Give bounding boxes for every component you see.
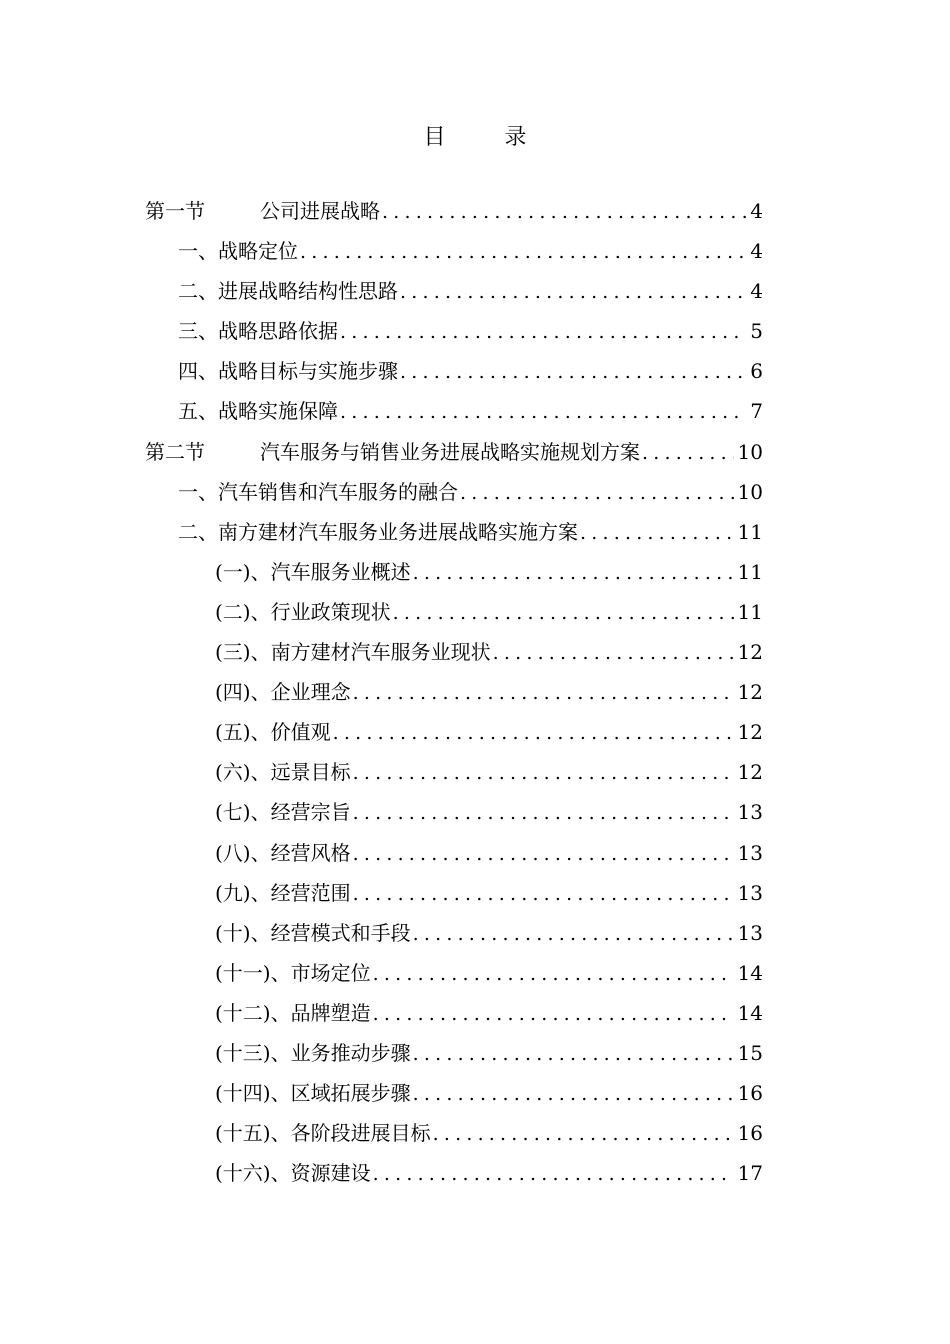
toc-entry-number: (七)、: [215, 800, 271, 825]
toc-leader-dots: [411, 1074, 734, 1114]
toc-entry-page: 13: [737, 840, 763, 865]
toc-leader-dots: [351, 753, 734, 793]
toc-entry-number: (十四)、: [215, 1081, 291, 1106]
toc-entry-page: 4: [750, 279, 763, 304]
toc-leader-dots: [371, 994, 734, 1034]
toc-entry[interactable]: [145, 592, 763, 632]
toc-entry-title: 品牌塑造: [290, 1000, 371, 1025]
toc-entry-number: 第一节: [145, 199, 205, 223]
toc-entry[interactable]: [145, 1153, 763, 1193]
toc-leader-dots: [411, 1034, 734, 1074]
toc-entry-page: 15: [737, 1040, 763, 1065]
toc-entry-page: 12: [737, 720, 763, 745]
toc-title: 目 录: [423, 125, 553, 150]
toc-entry-page: 7: [750, 399, 763, 424]
toc-entry-title: 战略实施保障: [218, 399, 338, 424]
toc-entry-page: 13: [737, 880, 763, 905]
toc-entry[interactable]: [145, 1073, 763, 1113]
toc-entry-number: (十一)、: [215, 960, 291, 985]
toc-entry[interactable]: [145, 472, 763, 512]
toc-entry-title: 各阶段进展目标: [290, 1121, 431, 1146]
toc-entry-page: 4: [750, 199, 763, 223]
toc-leader-dots: [351, 834, 734, 874]
toc-entry-number: 三、: [178, 319, 218, 344]
toc-entry[interactable]: [145, 993, 763, 1033]
toc-entry-title: 资源建设: [290, 1161, 371, 1186]
toc-entry[interactable]: [145, 351, 763, 391]
toc-entry[interactable]: [145, 1113, 763, 1153]
toc-entry-number: (二)、: [215, 599, 271, 624]
toc-leader-dots: [458, 473, 734, 513]
toc-entry[interactable]: [145, 191, 763, 231]
toc-entry-number: 四、: [178, 359, 218, 384]
toc-entry-title: 汽车服务业概述: [270, 559, 411, 584]
toc-entry-page: 11: [737, 519, 763, 544]
toc-leader-dots: [640, 433, 734, 473]
toc-entry[interactable]: [145, 432, 763, 472]
toc-leader-dots: [371, 954, 734, 994]
toc-entry-title: 战略定位: [218, 239, 298, 264]
toc-entry[interactable]: [145, 913, 763, 953]
toc-list: [145, 191, 763, 1193]
toc-entry-title: 战略思路依据: [218, 319, 338, 344]
toc-entry-page: 10: [737, 439, 763, 464]
toc-entry-title: 市场定位: [290, 960, 371, 985]
toc-entry-page: 11: [737, 599, 763, 624]
toc-entry[interactable]: [145, 672, 763, 712]
toc-entry[interactable]: [145, 391, 763, 431]
toc-entry-page: 13: [737, 800, 763, 825]
toc-entry-title: 业务推动步骤: [290, 1040, 411, 1065]
toc-entry-number: 一、: [178, 239, 218, 264]
toc-leader-dots: [298, 232, 746, 272]
toc-leader-dots: [351, 793, 734, 833]
toc-leader-dots: [431, 1114, 734, 1154]
toc-entry-page: 5: [750, 319, 763, 344]
toc-entry-title: 区域拓展步骤: [290, 1081, 411, 1106]
toc-entry-title: 经营模式和手段: [270, 920, 411, 945]
toc-entry-number: (一)、: [215, 559, 271, 584]
toc-entry[interactable]: [145, 552, 763, 592]
toc-entry-title: 价值观: [270, 720, 331, 745]
toc-entry[interactable]: [145, 632, 763, 672]
toc-leader-dots: [578, 513, 734, 553]
toc-entry-title: 南方建材汽车服务业务进展战略实施方案: [218, 519, 578, 544]
toc-entry-page: 11: [737, 559, 763, 584]
toc-entry-page: 16: [737, 1081, 763, 1106]
toc-entry-number: (十二)、: [215, 1000, 291, 1025]
toc-entry-title: 经营风格: [270, 840, 351, 865]
toc-leader-dots: [351, 874, 734, 914]
toc-leader-dots: [331, 713, 734, 753]
toc-entry-page: 14: [737, 960, 763, 985]
toc-leader-dots: [398, 352, 746, 392]
toc-leader-dots: [491, 633, 734, 673]
toc-entry-page: 4: [750, 239, 763, 264]
toc-entry[interactable]: [145, 873, 763, 913]
toc-leader-dots: [338, 312, 746, 352]
toc-entry-number: 第二节: [145, 439, 205, 464]
toc-entry-number: 五、: [178, 399, 218, 424]
toc-entry-title: 企业理念: [270, 680, 351, 705]
toc-entry-title: 经营宗旨: [270, 800, 351, 825]
toc-entry-page: 13: [737, 920, 763, 945]
toc-entry-number: (十三)、: [215, 1040, 291, 1065]
toc-entry[interactable]: [145, 271, 763, 311]
toc-leader-dots: [411, 553, 734, 593]
toc-entry[interactable]: [145, 833, 763, 873]
toc-entry-title: 远景目标: [270, 760, 351, 785]
toc-entry-number: (八)、: [215, 840, 271, 865]
toc-entry-page: 10: [737, 479, 763, 504]
toc-entry-title: 汽车销售和汽车服务的融合: [218, 479, 458, 504]
toc-leader-dots: [371, 1154, 734, 1194]
toc-entry-title: 进展战略结构性思路: [218, 279, 398, 304]
toc-entry-page: 16: [737, 1121, 763, 1146]
toc-entry-number: (十六)、: [215, 1161, 291, 1186]
toc-entry-title: 汽车服务与销售业务进展战略实施规划方案: [260, 439, 640, 464]
toc-entry-title: 经营范围: [270, 880, 351, 905]
toc-entry-number: (五)、: [215, 720, 271, 745]
toc-entry-page: 12: [737, 760, 763, 785]
toc-leader-dots: [391, 593, 734, 633]
toc-entry[interactable]: [145, 752, 763, 792]
toc-entry[interactable]: [145, 712, 763, 752]
toc-entry[interactable]: [145, 231, 763, 271]
toc-entry-number: (四)、: [215, 680, 271, 705]
toc-entry-number: 二、: [178, 279, 218, 304]
toc-entry-number: (六)、: [215, 760, 271, 785]
toc-entry[interactable]: [145, 953, 763, 993]
toc-entry-title: 南方建材汽车服务业现状: [270, 640, 491, 665]
toc-entry-page: 17: [737, 1161, 763, 1186]
toc-entry-page: 14: [737, 1000, 763, 1025]
toc-entry-title: 行业政策现状: [270, 599, 391, 624]
toc-leader-dots: [398, 272, 746, 312]
toc-entry-number: (三)、: [215, 640, 271, 665]
toc-entry[interactable]: [145, 1033, 763, 1073]
toc-entry-number: (九)、: [215, 880, 271, 905]
toc-entry-page: 6: [750, 359, 763, 384]
toc-leader-dots: [338, 392, 746, 432]
toc-entry[interactable]: [145, 311, 763, 351]
toc-entry-number: (十)、: [215, 920, 271, 945]
toc-leader-dots: [411, 914, 734, 954]
toc-leader-dots: [351, 673, 734, 713]
toc-entry-title: 战略目标与实施步骤: [218, 359, 398, 384]
toc-entry-page: 12: [737, 640, 763, 665]
toc-entry[interactable]: [145, 512, 763, 552]
toc-entry-number: (十五)、: [215, 1121, 291, 1146]
toc-leader-dots: [380, 192, 746, 232]
toc-entry-title: 公司进展战略: [260, 199, 380, 223]
toc-entry-number: 二、: [178, 519, 218, 544]
toc-entry-number: 一、: [178, 479, 218, 504]
toc-entry[interactable]: [145, 792, 763, 832]
toc-entry-page: 12: [737, 680, 763, 705]
